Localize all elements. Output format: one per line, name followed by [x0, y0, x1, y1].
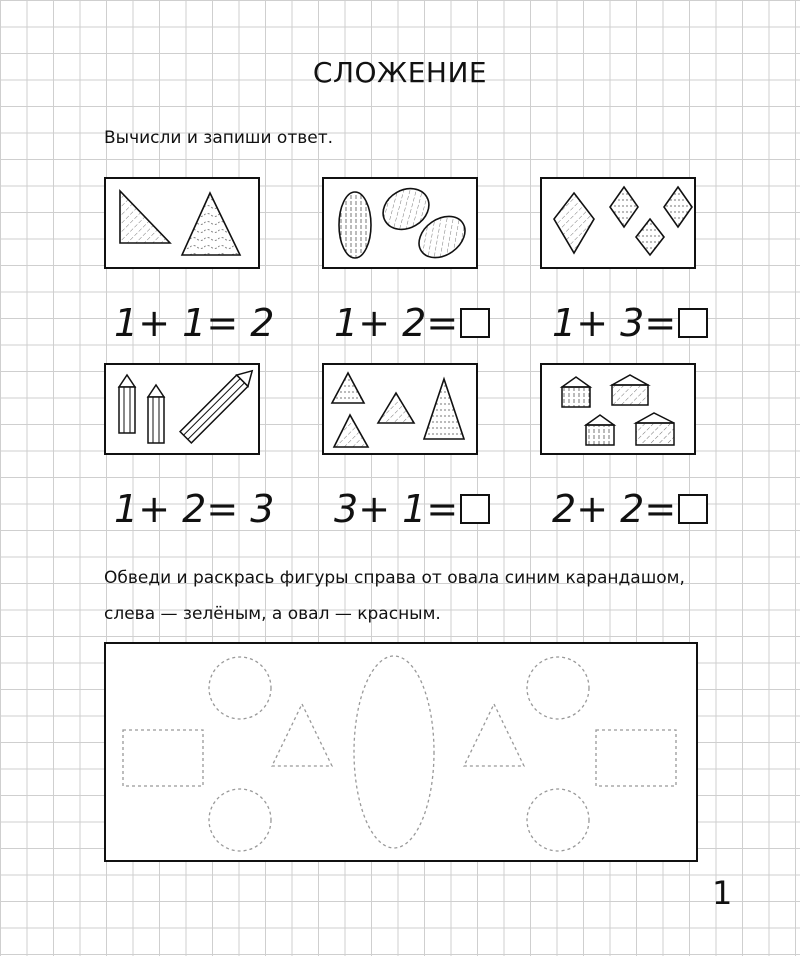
plus-sign: + — [576, 300, 609, 345]
right-bottom-circle-outline — [527, 789, 589, 851]
operand-b: 1 — [402, 486, 427, 531]
answer-box[interactable] — [460, 308, 490, 338]
card-pencils — [104, 363, 260, 455]
equation-2 — [334, 298, 524, 345]
ovals-icon — [324, 179, 476, 267]
card-houses — [540, 363, 696, 455]
equation-5 — [334, 484, 524, 531]
equation-3 — [552, 298, 742, 345]
plus-sign: + — [138, 300, 171, 345]
equals-sign: = — [644, 486, 677, 531]
triangles-icon — [106, 179, 258, 267]
pencils-icon — [106, 365, 258, 453]
plus-sign: + — [576, 486, 609, 531]
plus-sign: + — [358, 300, 391, 345]
right-rectangle-outline — [596, 730, 676, 786]
answer-box[interactable] — [460, 494, 490, 524]
operand-b: 2 — [402, 300, 427, 345]
card-triangles-group — [322, 363, 478, 455]
left-top-circle-outline — [209, 657, 271, 719]
page-title: СЛОЖЕНИЕ — [312, 56, 488, 89]
operand-b: 2 — [182, 486, 207, 531]
equals-sign: = — [206, 486, 239, 531]
answer-value: 2 — [250, 300, 275, 345]
operand-a: 1 — [114, 486, 139, 531]
instruction-compute: Вычисли и запиши ответ. — [104, 128, 334, 148]
right-triangle-outline — [464, 704, 524, 766]
operand-a: 2 — [552, 486, 577, 531]
equation-1 — [114, 298, 304, 345]
operand-b: 3 — [620, 300, 645, 345]
equals-sign: = — [426, 300, 459, 345]
left-rectangle-outline — [123, 730, 203, 786]
equation-4 — [114, 484, 304, 531]
rhombuses-icon — [542, 179, 694, 267]
operand-a: 1 — [114, 300, 139, 345]
equals-sign: = — [426, 486, 459, 531]
equation-6 — [552, 484, 742, 531]
answer-box[interactable] — [678, 494, 708, 524]
card-triangles — [104, 177, 260, 269]
dashed-shapes — [106, 644, 696, 860]
plus-sign: + — [138, 486, 171, 531]
instruction-trace-color — [104, 560, 685, 632]
page-number: 1 — [712, 874, 733, 912]
plus-sign: + — [358, 486, 391, 531]
card-rhombuses — [540, 177, 696, 269]
right-top-circle-outline — [527, 657, 589, 719]
instruction-line-1: Обведи и раскрась фигуры справа от овала синим карандашом, — [104, 568, 685, 588]
equals-sign: = — [644, 300, 677, 345]
operand-b: 1 — [182, 300, 207, 345]
left-bottom-circle-outline — [209, 789, 271, 851]
card-ovals — [322, 177, 478, 269]
instruction-line-2: слева — зелёным, а овал — красным. — [104, 604, 441, 624]
houses-icon — [542, 365, 694, 453]
operand-a: 3 — [334, 486, 359, 531]
triangles-group-icon — [324, 365, 476, 453]
operand-a: 1 — [552, 300, 577, 345]
answer-value: 3 — [250, 486, 275, 531]
operand-a: 1 — [334, 300, 359, 345]
operand-b: 2 — [620, 486, 645, 531]
tracing-area[interactable] — [104, 642, 698, 862]
center-oval-outline — [354, 656, 434, 848]
equals-sign: = — [206, 300, 239, 345]
answer-box[interactable] — [678, 308, 708, 338]
left-triangle-outline — [272, 704, 332, 766]
